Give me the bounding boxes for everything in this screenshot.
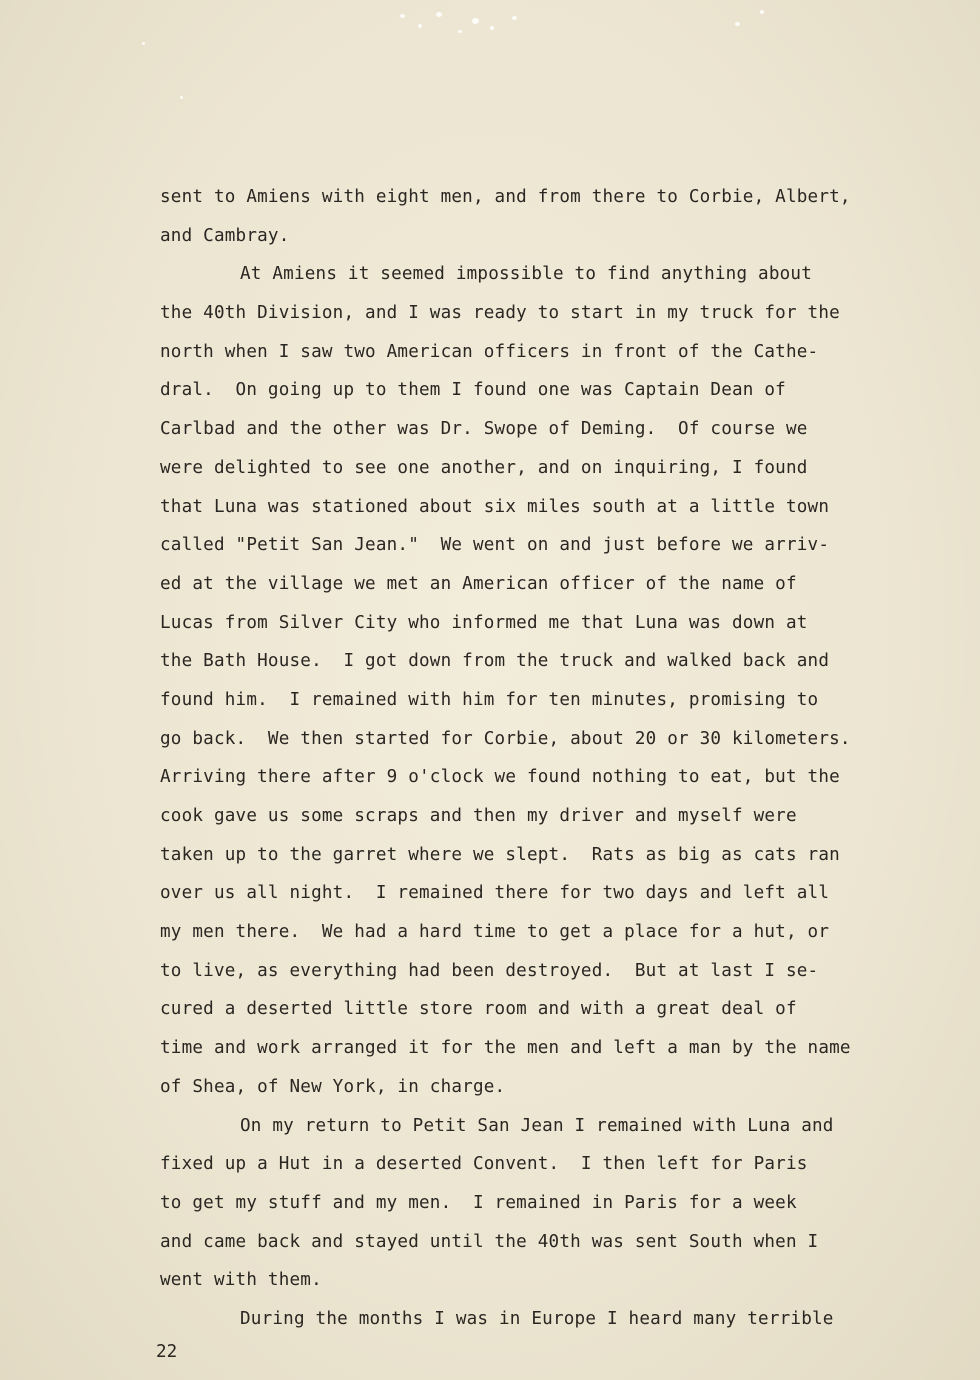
text-line: the 40th Division, and I was ready to start in my truck for the [160, 303, 840, 324]
text-line: over us all night. I remained there for two days and left all [160, 883, 830, 904]
typed-text-body [160, 178, 920, 1339]
text-line: During the months I was in Europe I heard many terrible [240, 1308, 834, 1329]
text-line: to get my stuff and my men. I remained in Paris for a week [160, 1192, 797, 1213]
text-line: sent to Amiens with eight men, and from there to Corbie, Albert, [160, 187, 851, 207]
paper-speckle [735, 22, 740, 26]
text-line: time and work arranged it for the men and left a man by the name [160, 1038, 851, 1059]
text-line: the Bath House. I got down from the truck and walked back and [160, 651, 830, 672]
paper-speckle [142, 42, 145, 45]
text-line: ed at the village we met an American officer of the name of [160, 573, 797, 594]
text-line: Arriving there after 9 o'clock we found nothing to eat, but the [160, 767, 840, 788]
paper-speckle [472, 18, 479, 24]
text-line: Carlbad and the other was Dr. Swope of Deming. Of course we [160, 419, 808, 440]
text-line: north when I saw two American officers in front of the Cathe- [160, 341, 819, 362]
paper-speckle [436, 12, 442, 17]
text-line: found him. I remained with him for ten minutes, promising to [160, 689, 819, 710]
text-line: my men there. We had a hard time to get a place for a hut, or [160, 922, 830, 943]
text-line: fixed up a Hut in a deserted Convent. I then left for Paris [160, 1154, 808, 1175]
text-line: taken up to the garret where we slept. Rats as big as cats ran [160, 844, 840, 865]
text-line: dral. On going up to them I found one was Captain Dean of [160, 380, 786, 401]
text-line: cook gave us some scraps and then my driver and myself were [160, 806, 797, 826]
text-line: to live, as everything had been destroyed. But at last I se- [160, 960, 819, 981]
text-line: At Amiens it seemed impossible to find anything about [240, 264, 812, 285]
text-line: and Cambray. [160, 225, 290, 246]
text-line: were delighted to see one another, and on inquiring, I found [160, 457, 808, 478]
text-line: On my return to Petit San Jean I remained with Luna and [240, 1115, 834, 1136]
text-line: went with them. [160, 1270, 322, 1291]
paper-speckle [418, 24, 422, 28]
text-line: that Luna was stationed about six miles south at a little town [160, 496, 830, 517]
text-line: of Shea, of New York, in charge. [160, 1076, 506, 1097]
text-line: cured a deserted little store room and with a great deal of [160, 999, 797, 1020]
page-number: 22 [156, 1342, 178, 1362]
paper-speckle [512, 16, 517, 20]
paper-speckle [400, 14, 405, 18]
text-line: go back. We then started for Corbie, about 20 or 30 kilometers. [160, 728, 851, 749]
text-line: and came back and stayed until the 40th was sent South when I [160, 1231, 819, 1252]
paper-speckle [760, 10, 764, 14]
paper-speckle [180, 96, 183, 99]
text-line: Lucas from Silver City who informed me that Luna was down at [160, 612, 808, 633]
paper-speckle [458, 30, 462, 33]
paper-speckle [490, 26, 494, 30]
text-line: called "Petit San Jean." We went on and just before we arriv- [160, 535, 830, 556]
